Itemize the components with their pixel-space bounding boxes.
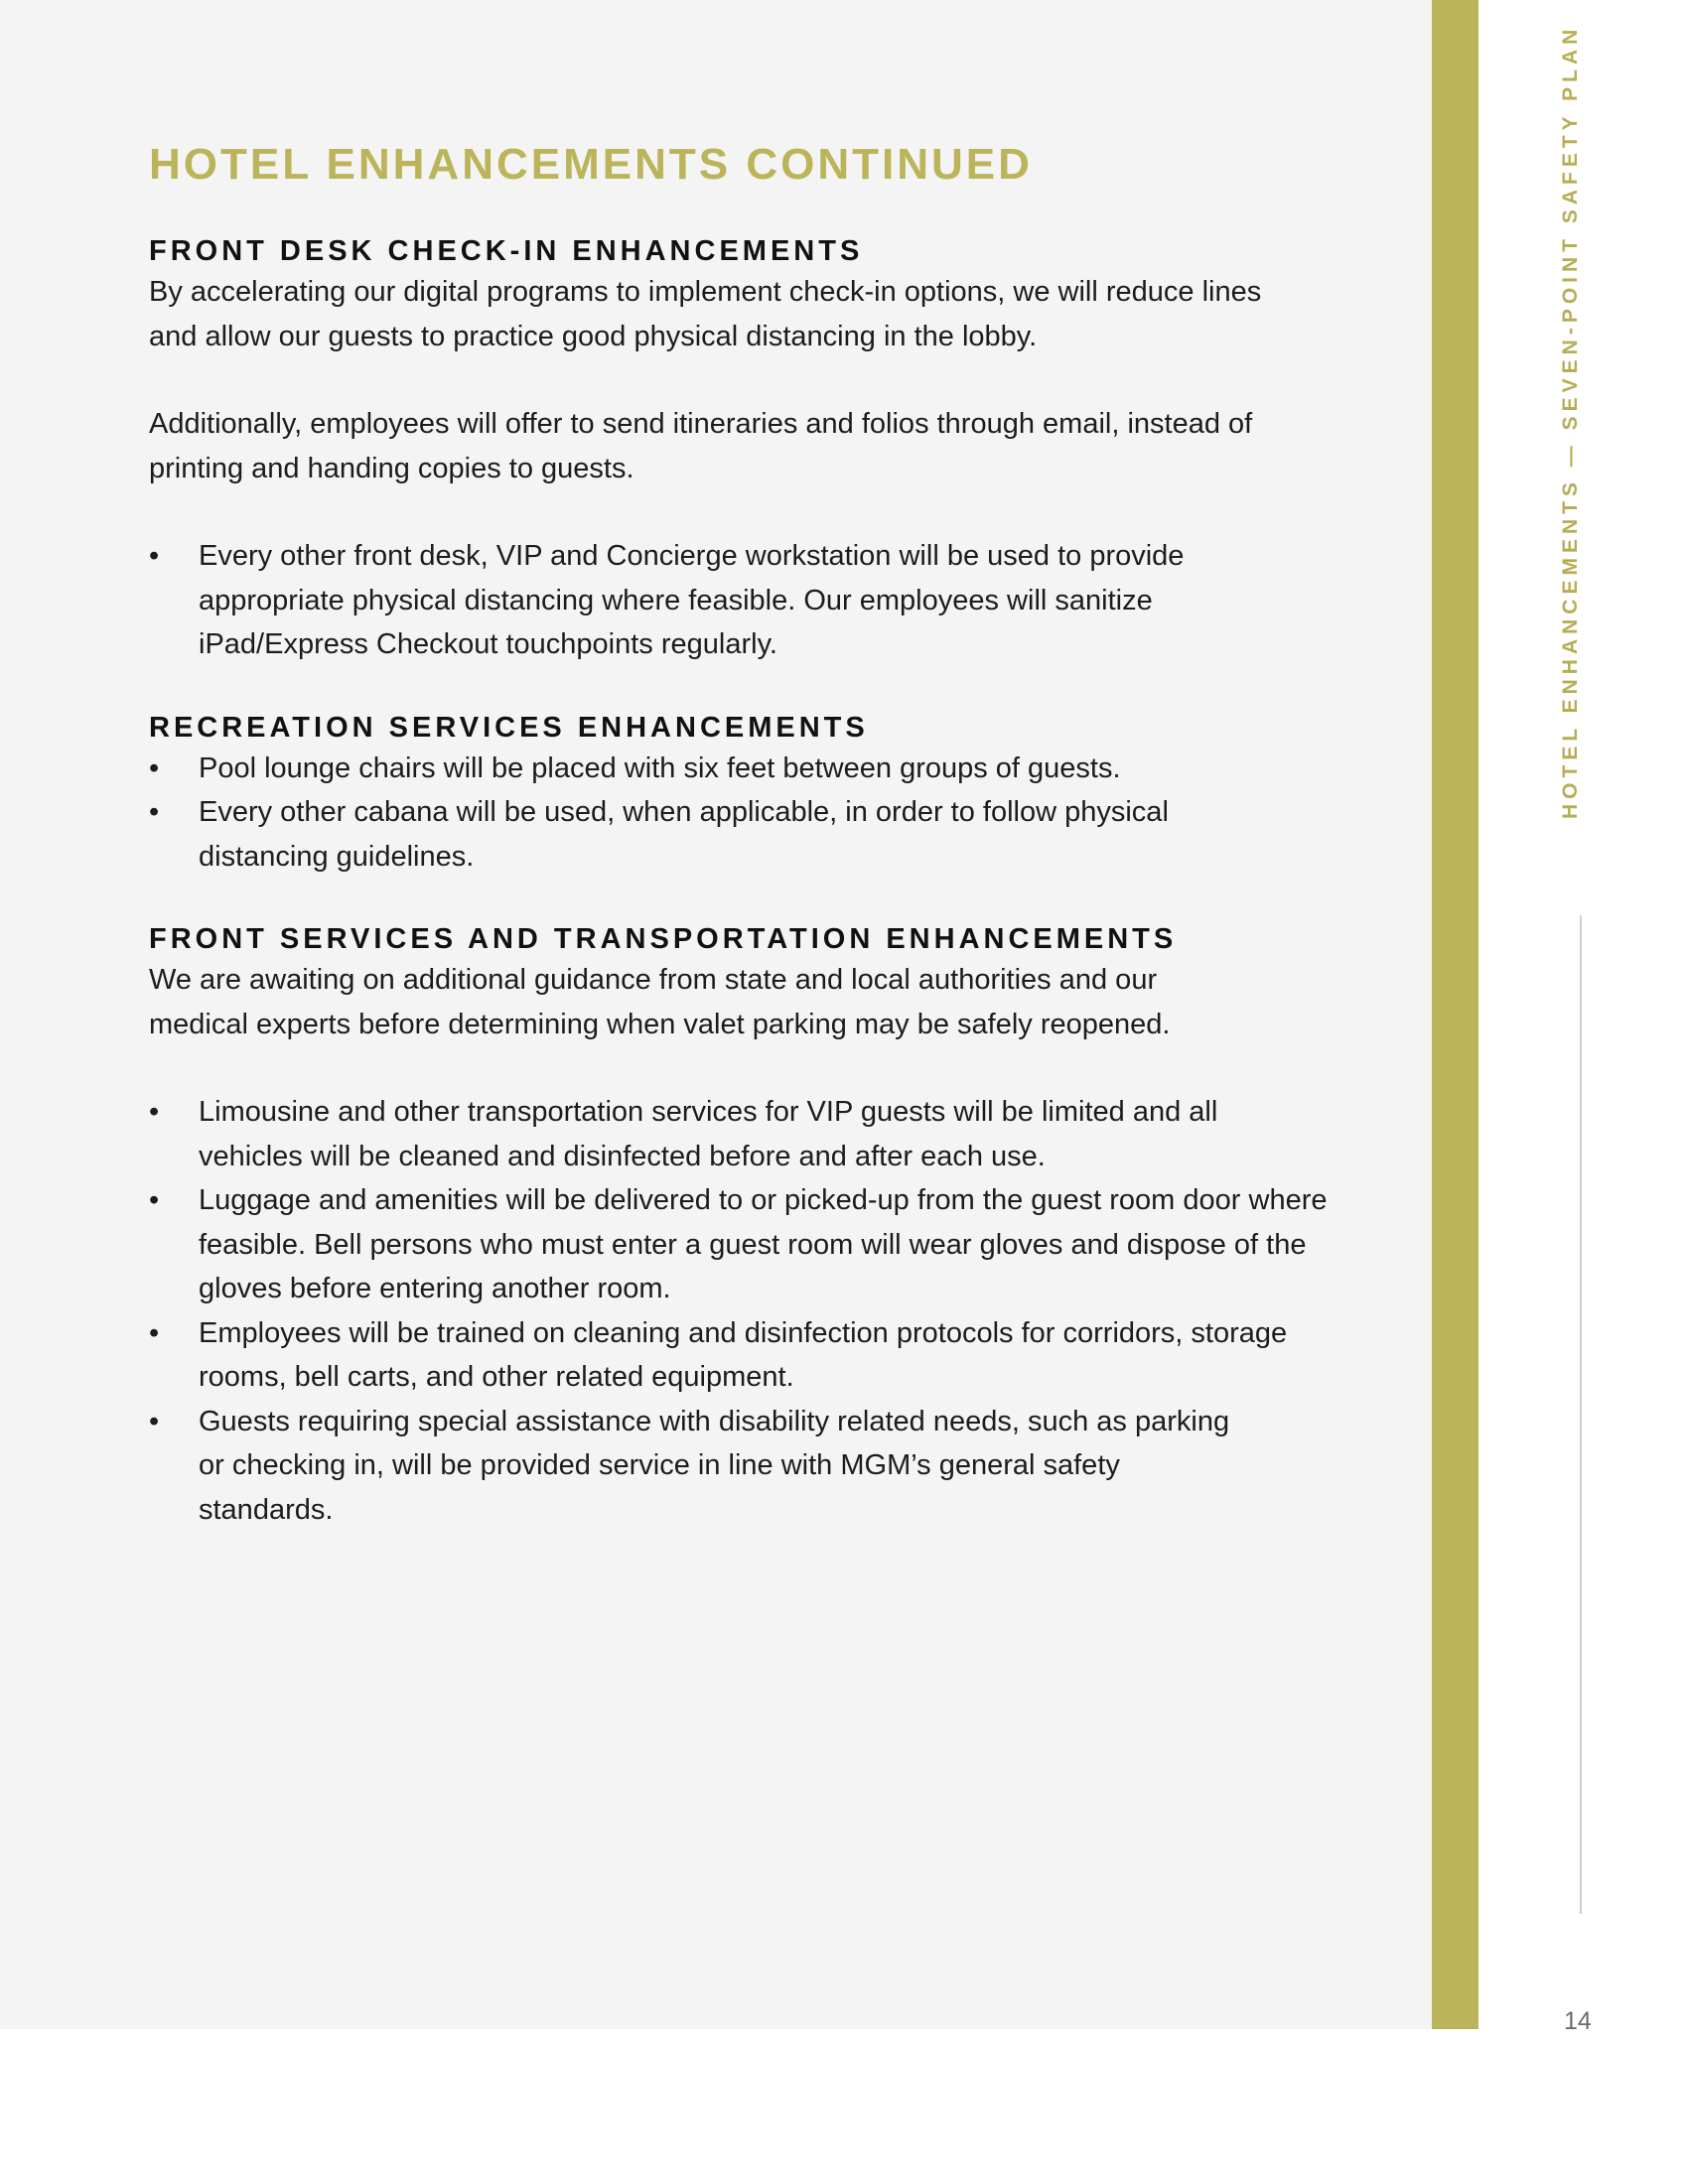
main-content xyxy=(149,139,1328,1532)
list-item: • Guests requiring special assistance with disability related needs, such as parking or checking in, will be provided service in line with MGM’s general safety standards. xyxy=(149,1400,1241,1533)
page-number: 14 xyxy=(1564,2007,1592,2035)
list-item: • Employees will be trained on cleaning and disinfection protocols for corridors, storage rooms, bell carts, and other related equipment. xyxy=(149,1311,1291,1400)
list-item: • Limousine and other transportation services for VIP guests will be limited and all vehicles will be cleaned and disinfected before and after each use. xyxy=(149,1090,1276,1178)
gold-side-bar xyxy=(1432,0,1478,2029)
section-heading-front-services: FRONT SERVICES AND TRANSPORTATION ENHANCEMENTS xyxy=(149,923,1178,955)
section-heading-recreation: RECREATION SERVICES ENHANCEMENTS xyxy=(149,711,869,744)
bullet-list xyxy=(149,534,1301,667)
page-title: HOTEL ENHANCEMENTS CONTINUED xyxy=(149,140,1033,189)
bullet-list xyxy=(149,1090,1328,1532)
list-item: • Luggage and amenities will be delivered to or picked-up from the guest room door where feasible. Bell persons who must enter a guest room will wear gloves and dispose of the gloves before entering another room. xyxy=(149,1178,1350,1311)
paragraph: By accelerating our digital programs to implement check-in options, we will reduce lines and allow our guests to practice good physical distancing in the lobby. xyxy=(149,276,1262,352)
list-item: • Every other front desk, VIP and Concierge workstation will be used to provide appropriate physical distancing where feasible. Our employees will sanitize iPad/Express Checkout touchpoints regularly. xyxy=(149,534,1251,667)
side-running-title: HOTEL ENHANCEMENTS — SEVEN-POINT SAFETY PLAN xyxy=(1559,24,1582,819)
list-item: • Pool lounge chairs will be placed with six feet between groups of guests. xyxy=(149,747,1291,791)
bullet-list xyxy=(149,747,1301,880)
list-item: • Every other cabana will be used, when applicable, in order to follow physical distancing guidelines. xyxy=(149,790,1251,879)
paragraph: Additionally, employees will offer to send itineraries and folios through email, instead of printing and handing copies to guests. xyxy=(149,408,1253,484)
side-divider-line xyxy=(1580,915,1582,1914)
section-heading-front-desk: FRONT DESK CHECK-IN ENHANCEMENTS xyxy=(149,235,864,267)
paragraph: We are awaiting on additional guidance from state and local authorities and our medical experts before determining when valet parking may be safely reopened. xyxy=(149,964,1171,1040)
